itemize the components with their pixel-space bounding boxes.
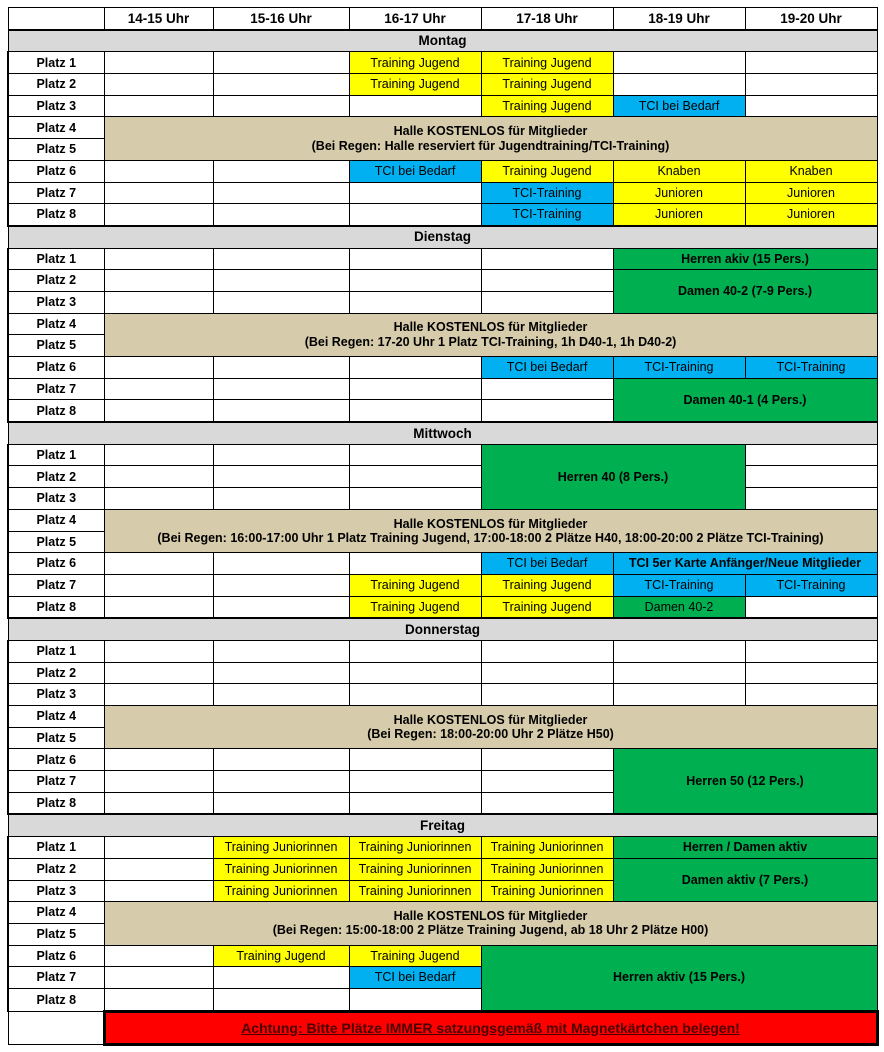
empty-slot [104, 771, 213, 793]
empty-slot [104, 574, 213, 596]
court-row [8, 117, 877, 139]
empty-slot [104, 596, 213, 618]
hall-notice-line: (Bei Regen: 15:00-18:00 2 Plätze Training Jugend, ab 18 Uhr 2 Plätze H00) [272, 923, 709, 938]
hall-notice-line: Halle KOSTENLOS für Mitglieder [393, 124, 588, 139]
youth-training: Junioren [745, 204, 877, 226]
time-slot-header: 15-16 Uhr [213, 8, 349, 30]
court-label: Platz 8 [8, 596, 104, 618]
youth-training: Training Jugend [481, 596, 613, 618]
court-row [8, 574, 877, 596]
court-label: Platz 5 [8, 139, 104, 161]
empty-slot [349, 95, 481, 117]
youth-training: Training Juniorinnen [481, 880, 613, 902]
empty-slot [745, 488, 877, 510]
court-label: Platz 2 [8, 74, 104, 96]
empty-slot [745, 466, 877, 488]
empty-slot [481, 640, 613, 662]
empty-slot [104, 662, 213, 684]
schedule-table [7, 7, 879, 1046]
schedule-body [8, 8, 877, 1045]
court-row [8, 553, 877, 575]
team-booking: Damen 40-1 (4 Pers.) [613, 378, 877, 422]
empty-slot [349, 378, 481, 400]
court-label: Platz 3 [8, 684, 104, 706]
empty-slot [213, 967, 349, 989]
court-row [8, 640, 877, 662]
court-row [8, 270, 877, 292]
empty-slot [349, 182, 481, 204]
court-row [8, 204, 877, 226]
tci-booking: TCI-Training [745, 357, 877, 379]
team-booking: Damen aktiv (7 Pers.) [613, 858, 877, 901]
team-booking: Herren aktiv (15 Pers.) [481, 945, 877, 1011]
tci-booking: TCI-Training [613, 574, 745, 596]
time-slot-header: 19-20 Uhr [745, 8, 877, 30]
court-label: Platz 6 [8, 357, 104, 379]
empty-slot [104, 945, 213, 967]
empty-slot [213, 574, 349, 596]
empty-slot [104, 792, 213, 814]
empty-slot [213, 792, 349, 814]
empty-slot [104, 52, 213, 74]
team-booking: Herren 50 (12 Pers.) [613, 749, 877, 815]
hall-notice-line: (Bei Regen: Halle reserviert für Jugendtraining/TCI-Training) [311, 138, 670, 153]
empty-slot [104, 182, 213, 204]
youth-training: Training Juniorinnen [213, 837, 349, 859]
youth-training: Training Juniorinnen [481, 858, 613, 880]
youth-training: Training Juniorinnen [213, 880, 349, 902]
empty-slot [349, 553, 481, 575]
empty-slot [104, 400, 213, 422]
empty-slot [104, 248, 213, 270]
empty-slot [104, 291, 213, 313]
empty-slot [349, 444, 481, 466]
empty-slot [213, 270, 349, 292]
tci-booking: TCI-Training [481, 204, 613, 226]
youth-training: Training Jugend [349, 945, 481, 967]
court-label: Platz 4 [8, 706, 104, 728]
court-row [8, 357, 877, 379]
court-label: Platz 7 [8, 182, 104, 204]
empty-slot [104, 488, 213, 510]
empty-slot [481, 684, 613, 706]
day-header: Mittwoch [8, 422, 877, 444]
empty-slot [104, 204, 213, 226]
court-row [8, 248, 877, 270]
tci-booking: TCI-Training [481, 182, 613, 204]
empty-slot [213, 291, 349, 313]
court-row [8, 444, 877, 466]
hall-notice-line: (Bei Regen: 17-20 Uhr 1 Platz TCI-Training, 1h D40-1, 1h D40-2) [304, 334, 677, 349]
youth-training: Training Jugend [349, 74, 481, 96]
empty-slot [745, 52, 877, 74]
court-label: Platz 6 [8, 160, 104, 182]
court-label: Platz 5 [8, 923, 104, 945]
empty-slot [613, 74, 745, 96]
court-label: Platz 2 [8, 466, 104, 488]
empty-slot [349, 204, 481, 226]
empty-slot [481, 291, 613, 313]
empty-slot [481, 662, 613, 684]
court-row [8, 662, 877, 684]
court-row [8, 596, 877, 618]
court-label: Platz 2 [8, 858, 104, 880]
court-label: Platz 4 [8, 509, 104, 531]
empty-slot [349, 291, 481, 313]
empty-slot [613, 640, 745, 662]
court-label: Platz 4 [8, 313, 104, 335]
tci-booking: TCI 5er Karte Anfänger/Neue Mitglieder [613, 553, 877, 575]
empty-slot [745, 640, 877, 662]
empty-slot [481, 792, 613, 814]
day-header: Montag [8, 30, 877, 52]
hall-notice [104, 902, 877, 945]
empty-slot [481, 749, 613, 771]
empty-slot [213, 204, 349, 226]
youth-training: Training Jugend [481, 574, 613, 596]
court-label: Platz 7 [8, 967, 104, 989]
court-label: Platz 1 [8, 837, 104, 859]
court-label: Platz 3 [8, 880, 104, 902]
empty-slot [104, 880, 213, 902]
empty-slot [104, 837, 213, 859]
empty-slot [104, 684, 213, 706]
tci-booking: TCI bei Bedarf [481, 553, 613, 575]
time-slot-header: 16-17 Uhr [349, 8, 481, 30]
empty-slot [349, 270, 481, 292]
court-label: Platz 5 [8, 727, 104, 749]
court-row [8, 313, 877, 335]
tci-booking: TCI bei Bedarf [349, 967, 481, 989]
court-label: Platz 1 [8, 248, 104, 270]
youth-training: Training Juniorinnen [213, 858, 349, 880]
youth-training: Training Jugend [481, 160, 613, 182]
court-row [8, 945, 877, 967]
empty-slot [613, 662, 745, 684]
empty-slot [104, 74, 213, 96]
hall-notice-line: Halle KOSTENLOS für Mitglieder [393, 712, 588, 727]
empty-slot [213, 95, 349, 117]
youth-training: Training Jugend [213, 945, 349, 967]
empty-slot [745, 74, 877, 96]
empty-slot [213, 640, 349, 662]
youth-training: Junioren [613, 204, 745, 226]
time-slot-header: 14-15 Uhr [104, 8, 213, 30]
court-row [8, 466, 877, 488]
empty-slot [613, 52, 745, 74]
empty-slot [213, 248, 349, 270]
court-label: Platz 6 [8, 749, 104, 771]
footer-row [8, 1011, 877, 1044]
empty-slot [481, 400, 613, 422]
court-label: Platz 5 [8, 531, 104, 553]
empty-slot [104, 444, 213, 466]
empty-slot [213, 488, 349, 510]
day-header: Dienstag [8, 226, 877, 248]
youth-training: Training Jugend [349, 596, 481, 618]
header-row [8, 8, 877, 30]
court-label: Platz 2 [8, 270, 104, 292]
court-row [8, 488, 877, 510]
court-row [8, 902, 877, 924]
court-label: Platz 1 [8, 444, 104, 466]
youth-training: Knaben [613, 160, 745, 182]
empty-slot [213, 466, 349, 488]
tci-booking: TCI bei Bedarf [613, 95, 745, 117]
court-label: Platz 7 [8, 574, 104, 596]
team-booking: Damen 40-2 [613, 596, 745, 618]
empty-slot [104, 988, 213, 1011]
empty-slot [481, 771, 613, 793]
court-row [8, 509, 877, 531]
empty-slot [349, 466, 481, 488]
court-label: Platz 1 [8, 52, 104, 74]
youth-training: Training Jugend [481, 52, 613, 74]
empty-slot [104, 357, 213, 379]
tci-booking: TCI-Training [613, 357, 745, 379]
corner-cell [8, 8, 104, 30]
court-row [8, 378, 877, 400]
empty-slot [104, 858, 213, 880]
hall-notice-line: (Bei Regen: 16:00-17:00 Uhr 1 Platz Training Jugend, 17:00-18:00 2 Plätze H40, 18:00-20:00 2 Plätze TCI-Training) [157, 531, 824, 545]
tci-booking: TCI-Training [745, 574, 877, 596]
team-booking: Herren 40 (8 Pers.) [481, 444, 745, 509]
court-label: Platz 4 [8, 902, 104, 924]
court-label: Platz 2 [8, 662, 104, 684]
hall-notice-line: (Bei Regen: 18:00-20:00 Uhr 2 Plätze H50) [367, 727, 614, 742]
empty-slot [349, 400, 481, 422]
empty-slot [213, 378, 349, 400]
youth-training: Training Jugend [481, 95, 613, 117]
day-row [8, 618, 877, 640]
hall-notice [104, 313, 877, 356]
court-row [8, 52, 877, 74]
tci-booking: TCI bei Bedarf [349, 160, 481, 182]
court-label: Platz 8 [8, 988, 104, 1011]
empty-slot [104, 640, 213, 662]
day-row [8, 30, 877, 52]
court-row [8, 858, 877, 880]
time-slot-header: 18-19 Uhr [613, 8, 745, 30]
hall-notice [104, 117, 877, 160]
court-label: Platz 6 [8, 553, 104, 575]
time-slot-header: 17-18 Uhr [481, 8, 613, 30]
day-header: Donnerstag [8, 618, 877, 640]
empty-slot [213, 357, 349, 379]
court-row [8, 684, 877, 706]
day-header: Freitag [8, 814, 877, 836]
empty-slot [349, 488, 481, 510]
youth-training: Junioren [613, 182, 745, 204]
empty-slot [213, 444, 349, 466]
youth-training: Junioren [745, 182, 877, 204]
empty-slot [481, 270, 613, 292]
empty-slot [349, 640, 481, 662]
youth-training: Knaben [745, 160, 877, 182]
empty-slot [104, 270, 213, 292]
court-row [8, 160, 877, 182]
youth-training: Training Juniorinnen [349, 880, 481, 902]
empty-slot [481, 378, 613, 400]
empty-slot [745, 596, 877, 618]
empty-slot [213, 662, 349, 684]
court-row [8, 182, 877, 204]
court-label: Platz 3 [8, 291, 104, 313]
day-row [8, 226, 877, 248]
court-label: Platz 3 [8, 488, 104, 510]
empty-slot [349, 988, 481, 1011]
empty-slot [745, 662, 877, 684]
hall-notice-line: Halle KOSTENLOS für Mitglieder [393, 909, 588, 923]
empty-slot [213, 52, 349, 74]
court-label: Platz 1 [8, 640, 104, 662]
court-label: Platz 3 [8, 95, 104, 117]
empty-slot [213, 596, 349, 618]
empty-slot [349, 684, 481, 706]
empty-slot [213, 74, 349, 96]
empty-slot [213, 400, 349, 422]
team-booking: Damen 40-2 (7-9 Pers.) [613, 270, 877, 313]
empty-slot [104, 749, 213, 771]
empty-slot [349, 357, 481, 379]
court-row [8, 837, 877, 859]
empty-slot [213, 771, 349, 793]
court-row [8, 74, 877, 96]
youth-training: Training Jugend [481, 74, 613, 96]
youth-training: Training Juniorinnen [481, 837, 613, 859]
court-row [8, 706, 877, 728]
empty-slot [349, 662, 481, 684]
empty-slot [104, 95, 213, 117]
empty-slot [745, 444, 877, 466]
empty-slot [104, 553, 213, 575]
day-row [8, 814, 877, 836]
court-label: Platz 6 [8, 945, 104, 967]
hall-notice-line: Halle KOSTENLOS für Mitglieder [393, 516, 588, 531]
youth-training: Training Jugend [349, 52, 481, 74]
court-label: Platz 7 [8, 378, 104, 400]
empty-slot [213, 182, 349, 204]
tci-booking: TCI bei Bedarf [481, 357, 613, 379]
empty-slot [349, 792, 481, 814]
empty-slot [745, 95, 877, 117]
hall-notice [104, 706, 877, 749]
youth-training: Training Juniorinnen [349, 837, 481, 859]
empty-slot [213, 684, 349, 706]
court-label: Platz 8 [8, 400, 104, 422]
empty-slot [213, 553, 349, 575]
empty-slot [213, 160, 349, 182]
empty-slot [104, 466, 213, 488]
hall-notice-line: Halle KOSTENLOS für Mitglieder [393, 320, 588, 335]
youth-training: Training Juniorinnen [349, 858, 481, 880]
court-label: Platz 5 [8, 335, 104, 357]
footer-spacer [8, 1011, 104, 1044]
empty-slot [613, 684, 745, 706]
team-booking: Herren / Damen aktiv [613, 837, 877, 859]
empty-slot [745, 684, 877, 706]
hall-notice [104, 509, 877, 552]
empty-slot [481, 248, 613, 270]
team-booking: Herren akiv (15 Pers.) [613, 248, 877, 270]
empty-slot [104, 378, 213, 400]
court-row [8, 749, 877, 771]
court-label: Platz 4 [8, 117, 104, 139]
empty-slot [349, 771, 481, 793]
empty-slot [213, 988, 349, 1011]
court-label: Platz 8 [8, 204, 104, 226]
empty-slot [213, 749, 349, 771]
court-label: Platz 7 [8, 771, 104, 793]
empty-slot [104, 967, 213, 989]
court-row [8, 95, 877, 117]
empty-slot [104, 160, 213, 182]
court-label: Platz 8 [8, 792, 104, 814]
empty-slot [349, 248, 481, 270]
youth-training: Training Jugend [349, 574, 481, 596]
empty-slot [349, 749, 481, 771]
warning-banner: Achtung: Bitte Plätze IMMER satzungsgemäß mit Magnetkärtchen belegen! [104, 1011, 877, 1044]
day-row [8, 422, 877, 444]
